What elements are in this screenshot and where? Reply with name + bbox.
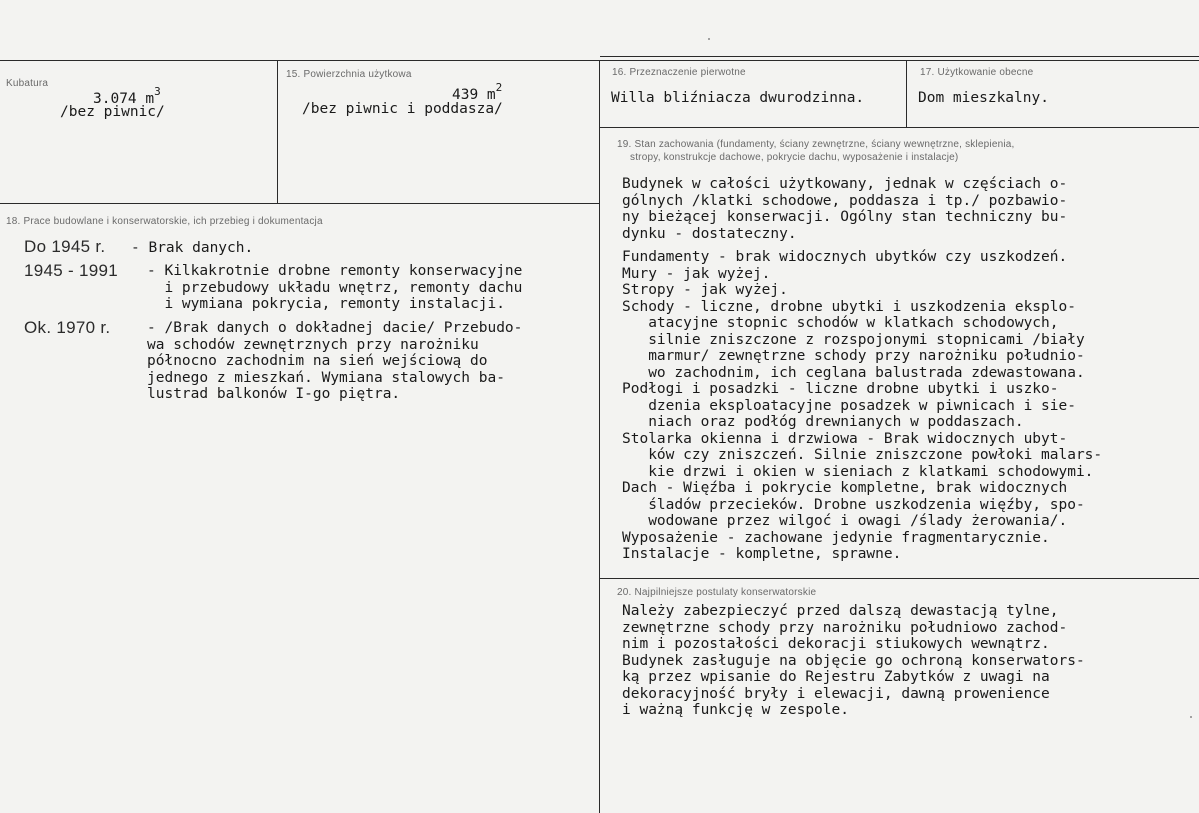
prace-text-1: - Brak danych. bbox=[131, 240, 254, 256]
kubatura-label: Kubatura bbox=[6, 78, 49, 89]
uzytkowanie-value: Dom mieszkalny. bbox=[918, 90, 1049, 106]
row-rule-left bbox=[0, 203, 600, 204]
row-rule-right-1 bbox=[600, 127, 1199, 128]
powierzchnia-note: /bez piwnic i poddasza/ bbox=[302, 101, 503, 117]
col-divider-3 bbox=[906, 60, 907, 127]
row-rule-right-2 bbox=[600, 578, 1199, 579]
stan-intro: Budynek w całości użytkowany, jednak w częściach o- gólnych /klatki schodowe, poddasza i tp./ pozbawio- ny bieżącej konserwacji. Ogólny stan techniczny bu- dynku - dostateczny. bbox=[622, 176, 1068, 242]
prace-text-3: - /Brak danych o dokładnej dacie/ Przebudo- wa schodów zewnętrznych przy narożniku północno zachodnim na sień wejściową do jednego z mieszkań. Wymiana stalowych ba- lustrad balkonów I-go piętra. bbox=[147, 320, 523, 402]
uzytkowanie-label: 17. Użytkowanie obecne bbox=[920, 67, 1034, 78]
postulaty-text: Należy zabezpieczyć przed dalszą dewastacją tylne, zewnętrzne schody przy narożniku południowo zachod- nim i pozostałości dekoracji stiukowych wewnątrz. Budynek zasługuje na objęcie go ochroną konserwators- ką przez wpisanie do Rejestru Zabytków z uwagi na dekoracyjność bryły i elewacji, dawną prowenience i ważną funkcję w zespole. bbox=[622, 603, 1085, 718]
prace-date-1: Do 1945 r. bbox=[24, 237, 106, 256]
col-divider-main bbox=[599, 60, 600, 813]
przeznaczenie-value: Willa bliźniacza dwurodzinna. bbox=[611, 90, 865, 106]
postulaty-label: 20. Najpilniejsze postulaty konserwatorskie bbox=[617, 587, 817, 598]
stan-label-line2: stropy, konstrukcje dachowe, pokrycie dachu, wyposażenie i instalacje) bbox=[630, 152, 959, 163]
stan-details: Fundamenty - brak widocznych ubytków czy uszkodzeń. Mury - jak wyżej. Stropy - jak wyżej. Schody - liczne, drobne ubytki i uszkodzenia eksplo- atacyjne stopnic schodów w klatkach schodowych, silnie zniszczone z rozspojonymi stopnicami /biały marmur/ zewnętrzne schody przy narożniku południo- wo zachodnim, ich ceglana balustrada zdewastowana. Podłogi i posadzki - liczne drobne ubytki i uszko- dzenia eksploatacyjne posadzek w piwnicach i sie- niach oraz podłóg drewnianych w poddaszach. Stolarka okienna i drzwiowa - Brak widocznych ubyt- ków czy zniszczeń. Silnie zniszczone powłoki malars- kie drzwi i okien w sieniach z klatkami schodowymi. Dach - Więźba i pokrycie kompletne, brak widocznych śladów przecieków. Drobne uszkodzenia więźby, spo- wodowane przez wilgoć i owagi /ślady żerowania/. Wyposażenie - zachowane jedynie fragmentarycznie. Instalacje - kompletne, sprawne. bbox=[622, 249, 1103, 562]
kubatura-exponent: 3 bbox=[154, 85, 161, 98]
powierzchnia-exponent: 2 bbox=[495, 81, 503, 94]
scan-speck bbox=[1190, 716, 1192, 718]
prace-date-2: 1945 - 1991 bbox=[24, 261, 119, 280]
powierzchnia-value bbox=[452, 83, 502, 103]
przeznaczenie-label: 16. Przeznaczenie pierwotne bbox=[612, 67, 746, 78]
kubatura-note: /bez piwnic/ bbox=[60, 104, 165, 120]
prace-label: 18. Prace budowlane i konserwatorskie, ich przebieg i dokumentacja bbox=[6, 216, 323, 227]
top-rule-right bbox=[600, 56, 1199, 57]
prace-text-2: - Kilkakrotnie drobne remonty konserwacyjne i przebudowy układu wnętrz, remonty dachu i wymiana pokrycia, remonty instalacji. bbox=[147, 263, 523, 312]
powierzchnia-label: 15. Powierzchnia użytkowa bbox=[286, 69, 412, 80]
prace-date-3: Ok. 1970 r. bbox=[24, 318, 111, 337]
powierzchnia-number: 439 m bbox=[452, 86, 496, 103]
col-divider-1 bbox=[277, 60, 278, 203]
kubatura-number: 3.074 m bbox=[93, 90, 155, 107]
scan-speck bbox=[708, 38, 710, 40]
stan-label-line1: 19. Stan zachowania (fundamenty, ściany zewnętrzne, ściany wewnętrzne, sklepienia, bbox=[617, 139, 1015, 150]
